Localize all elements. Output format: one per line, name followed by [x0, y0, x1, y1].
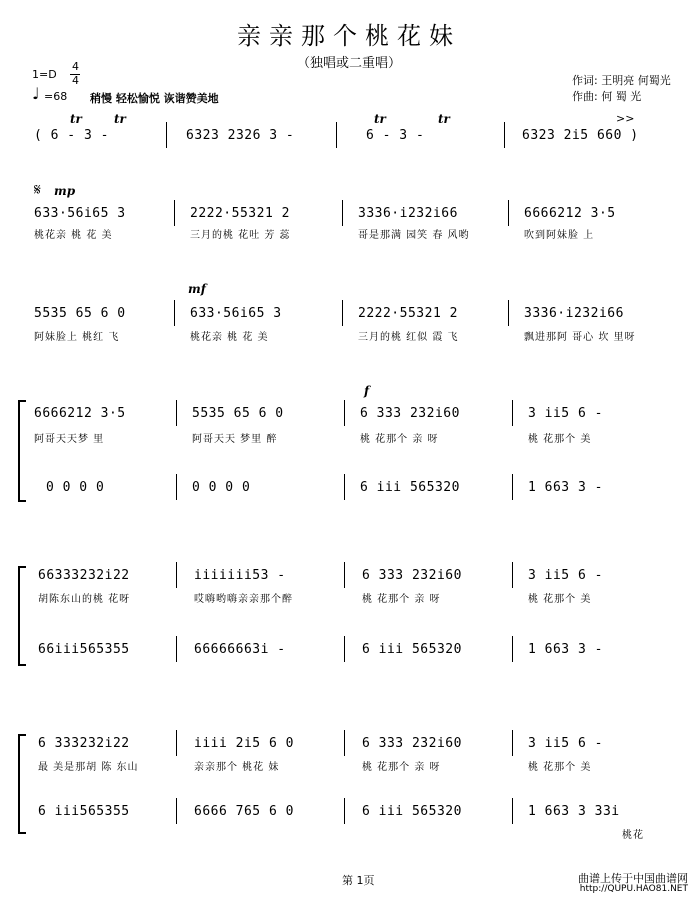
measure-notes: 5535 65 6 0: [34, 306, 126, 321]
trill-mark: tr: [374, 112, 386, 126]
measure-notes: 3 ii5 6 -: [528, 568, 603, 583]
measure-notes: 6323 2i5 660 ): [522, 128, 639, 143]
bar-line: [336, 122, 337, 148]
measure-notes: 6 333232i22: [38, 736, 130, 751]
measure-notes: 1 663 3 -: [528, 480, 603, 495]
bar-line: [174, 200, 175, 226]
measure-lyrics: 阿哥天天梦 里: [34, 434, 105, 445]
bar-line: [344, 798, 345, 824]
dynamic-f: f: [364, 384, 370, 398]
measure-lyrics: 桃 花那个 美: [528, 434, 592, 445]
page-subtitle: （独唱或二重唱）: [296, 56, 401, 71]
key-signature: 1=D: [32, 68, 57, 81]
measure-notes: 6 333 232i60: [362, 568, 462, 583]
measure-lyrics: 亲亲那个 桃花 妹: [194, 762, 280, 773]
measure-lyrics: 哎嗨哟嗨亲亲那个醉: [194, 594, 293, 605]
measure-notes: 6323 2326 3 -: [186, 128, 295, 143]
measure-lyrics: 桃 花那个 亲 呀: [362, 762, 441, 773]
tempo-value: =68: [44, 90, 68, 103]
bar-line: [512, 636, 513, 662]
site-credit: 曲谱上传于中国曲谱网: [578, 872, 688, 885]
measure-lyrics: 桃 花那个 亲 呀: [360, 434, 439, 445]
bar-line: [176, 636, 177, 662]
measure-notes: 5535 65 6 0: [192, 406, 284, 421]
measure-lyrics: 哥是那满 园笑 春 风哟: [358, 230, 470, 241]
measure-lyrics: 桃花亲 桃 花 美: [190, 332, 269, 343]
dynamic-mf: mf: [188, 282, 206, 296]
measure-notes: 633·56i65 3: [34, 206, 126, 221]
measure-lyrics: 胡陈东山的桃 花呀: [38, 594, 131, 605]
quarter-note-icon: ♩: [32, 84, 40, 103]
bar-line: [342, 200, 343, 226]
measure-notes: 66666663i -: [194, 642, 286, 657]
measure-lyrics: 飘进那阿 哥心 坎 里呀: [524, 332, 636, 343]
measure-notes: iiii 2i5 6 0: [194, 736, 294, 751]
meter-top: 4: [72, 60, 79, 73]
measure-lyrics: 桃 花那个 美: [528, 594, 592, 605]
expression-marking: 稍慢 轻松愉悦 诙谐赞美地: [90, 92, 219, 105]
bar-line: [176, 400, 177, 426]
measure-notes: 3 ii5 6 -: [528, 406, 603, 421]
measure-notes: 3 ii5 6 -: [528, 736, 603, 751]
measure-notes: 6666212 3·5: [34, 406, 126, 421]
measure-lyrics: 阿妹脸上 桃红 飞: [34, 332, 120, 343]
measure-notes: 2222·55321 2: [190, 206, 290, 221]
measure-lyrics: 三月的桃 花吐 芳 蕊: [190, 230, 291, 241]
bar-line: [508, 300, 509, 326]
bar-line: [344, 730, 345, 756]
measure-notes: 6666 765 6 0: [194, 804, 294, 819]
measure-notes: ( 6 - 3 -: [34, 128, 109, 143]
accent-mark: >>: [616, 112, 635, 125]
measure-notes: 1 663 3 33i: [528, 804, 620, 819]
trill-mark: tr: [114, 112, 126, 126]
bar-line: [508, 200, 509, 226]
trill-mark: tr: [438, 112, 450, 126]
page-number: 第 1页: [342, 874, 375, 887]
measure-lyrics: 桃 花那个 美: [528, 762, 592, 773]
bar-line: [342, 300, 343, 326]
measure-notes: 6 iii565355: [38, 804, 130, 819]
measure-lyrics: 三月的桃 红似 霞 飞: [358, 332, 459, 343]
bar-line: [344, 636, 345, 662]
bar-line: [176, 798, 177, 824]
measure-notes: 66iii565355: [38, 642, 130, 657]
system-brace: [18, 734, 26, 834]
bar-line: [512, 562, 513, 588]
meter-bottom: 4: [72, 74, 79, 87]
measure-notes: 6 333 232i60: [362, 736, 462, 751]
measure-notes: 3336·i232i66: [358, 206, 458, 221]
measure-lyrics: 桃花: [622, 830, 644, 841]
bar-line: [174, 300, 175, 326]
bar-line: [176, 562, 177, 588]
system-brace: [18, 400, 26, 502]
measure-notes: 6 333 232i60: [360, 406, 460, 421]
trill-mark: tr: [70, 112, 82, 126]
measure-notes: 6 - 3 -: [366, 128, 425, 143]
bar-line: [176, 730, 177, 756]
system-brace: [18, 566, 26, 666]
measure-notes: 3336·i232i66: [524, 306, 624, 321]
bar-line: [344, 474, 345, 500]
bar-line: [344, 400, 345, 426]
composer-credit: 作曲: 何 蜀 光: [572, 90, 642, 103]
site-url: http://QUPU.HAO81.NET: [579, 884, 688, 894]
bar-line: [176, 474, 177, 500]
bar-line: [166, 122, 167, 148]
measure-notes: 633·56i65 3: [190, 306, 282, 321]
bar-line: [512, 798, 513, 824]
bar-line: [504, 122, 505, 148]
measure-notes: 66333232i22: [38, 568, 130, 583]
measure-lyrics: 阿哥天天 梦里 醉: [192, 434, 278, 445]
bar-line: [512, 730, 513, 756]
measure-lyrics: 桃花亲 桃 花 美: [34, 230, 113, 241]
measure-notes: 2222·55321 2: [358, 306, 458, 321]
page-title: 亲亲那个桃花妹: [237, 22, 461, 50]
bar-line: [512, 400, 513, 426]
measure-lyrics: 桃 花那个 亲 呀: [362, 594, 441, 605]
bar-line: [344, 562, 345, 588]
measure-notes: 6666212 3·5: [524, 206, 616, 221]
bar-line: [512, 474, 513, 500]
dynamic-mp: mp: [54, 184, 76, 198]
measure-notes: iiiiiii53 -: [194, 568, 286, 583]
measure-notes: 0 0 0 0: [46, 480, 105, 495]
measure-lyrics: 最 美是那胡 陈 东山: [38, 762, 139, 773]
segno-icon: 𝄋: [34, 180, 41, 199]
measure-lyrics: 吹到阿妹脸 上: [524, 230, 595, 241]
measure-notes: 6 iii 565320: [362, 642, 462, 657]
lyricist-credit: 作词: 王明亮 何蜀光: [572, 74, 671, 87]
measure-notes: 1 663 3 -: [528, 642, 603, 657]
measure-notes: 6 iii 565320: [360, 480, 460, 495]
measure-notes: 6 iii 565320: [362, 804, 462, 819]
measure-notes: 0 0 0 0: [192, 480, 251, 495]
